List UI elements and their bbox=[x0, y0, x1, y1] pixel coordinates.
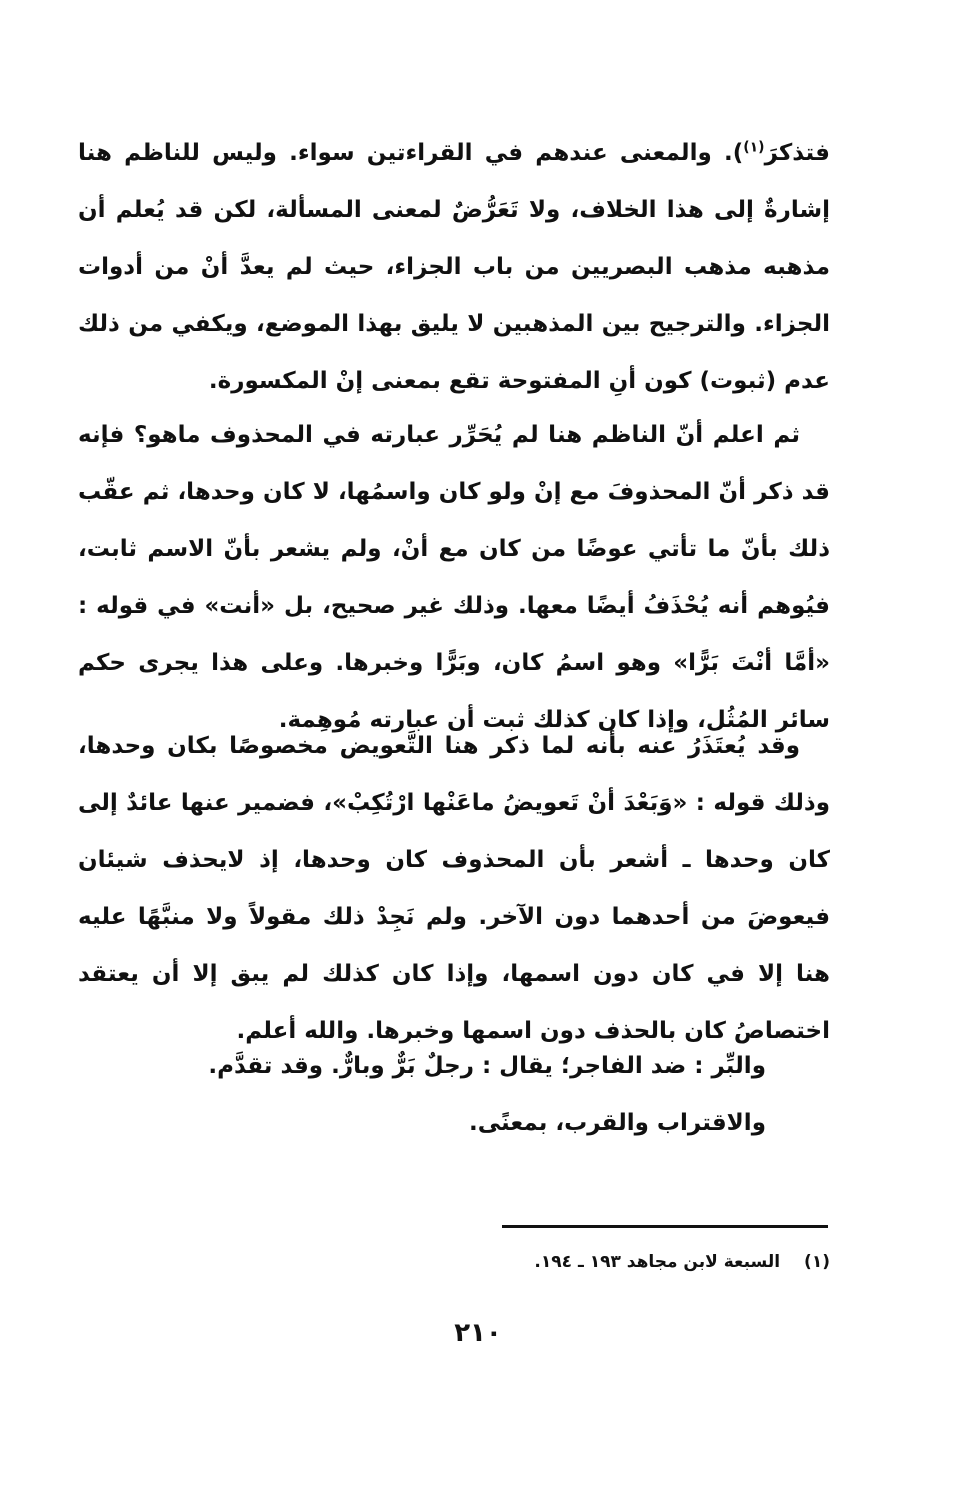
page-number: ٢١٠ bbox=[454, 1318, 502, 1348]
paragraph-1 bbox=[78, 125, 830, 410]
paragraph-3: وقد يُعتَذَرُ عنه بأنه لما ذكر هنا التَّعويض مخصوصًا بكان وحدها، وذلك قوله : «وَبَعْدَ أنْ تَعويضُ ماعَنْها ارْتُكِبْ»، فضمير عنها عائدٌ إلى كان وحدها ـ أشعر بأن المحذوف كان وحدها، إذ لايحذف شيئان فيعوضَ من أحدهما دون الآخر. ولم نَجِدْ ذلك مقولاً ولا منبَّهًا عليه هنا إلا في كان دون اسمها، وإذا كان كذلك لم يبق إلا أن يعتقد اختصاصُ كان بالحذف دون اسمها وخبرها. والله أعلم. bbox=[78, 733, 830, 1044]
verse-line-1: والبِّر : ضد الفاجر؛ يقال : رجلٌ بَرٌّ وبارٌّ. وقد تقدَّم. bbox=[208, 1053, 766, 1079]
footnote-reference: (١) bbox=[743, 139, 765, 156]
paragraph-1-lead: فتذكرَ bbox=[764, 140, 830, 166]
footnote-text: السبعة لابن مجاهد ١٩٣ ـ ١٩٤. bbox=[534, 1252, 781, 1272]
paragraph-1-text: ). والمعنى عندهم في القراءتين سواء. وليس للناظم هنا إشارةٌ إلى هذا الخلاف، ولا تَعَرُّضٌ لمعنى المسألة، لكن قد يُعلم أن مذهبه مذهب البصريين من باب الجزاء، حيث لم يعدَّ أنْ من أدوات الجزاء. والترجيح بين المذهبين لا يليق بهذا الموضع، ويكفي من ذلك عدم (ثبوت) كون أنِ المفتوحة تقع بمعنى إنْ المكسورة. bbox=[78, 140, 830, 394]
footnote bbox=[534, 1252, 830, 1272]
footnote-divider bbox=[502, 1225, 828, 1228]
verse-line-2: والاقتراب والقرب، بمعنًى. bbox=[468, 1110, 766, 1136]
footnote-number: (١) bbox=[804, 1252, 830, 1272]
paragraph-2: ثم اعلم أنّ الناظم هنا لم يُحَرِّر عبارته في المحذوف ماهو؟ فإنه قد ذكر أنّ المحذوفَ مع إنْ ولو كان واسمُها، لا كان وحدها، ثم عقّب ذلك بأنّ ما تأتي عوضًا من كان مع أنْ، ولم يشعر بأنّ الاسم ثابت، فيُوهم أنه يُحْذَفُ أيضًا معها. وذلك غير صحيح، بل «أنت» في قوله : «أمَّا أنْتَ بَرًّا» وهو اسمُ كان، وبَرًّا وخبرها. وعلى هذا يجرى حكم سائر المُثُل، وإذا كان كذلك ثبت أن عبارته مُوهِمة. bbox=[78, 422, 830, 733]
